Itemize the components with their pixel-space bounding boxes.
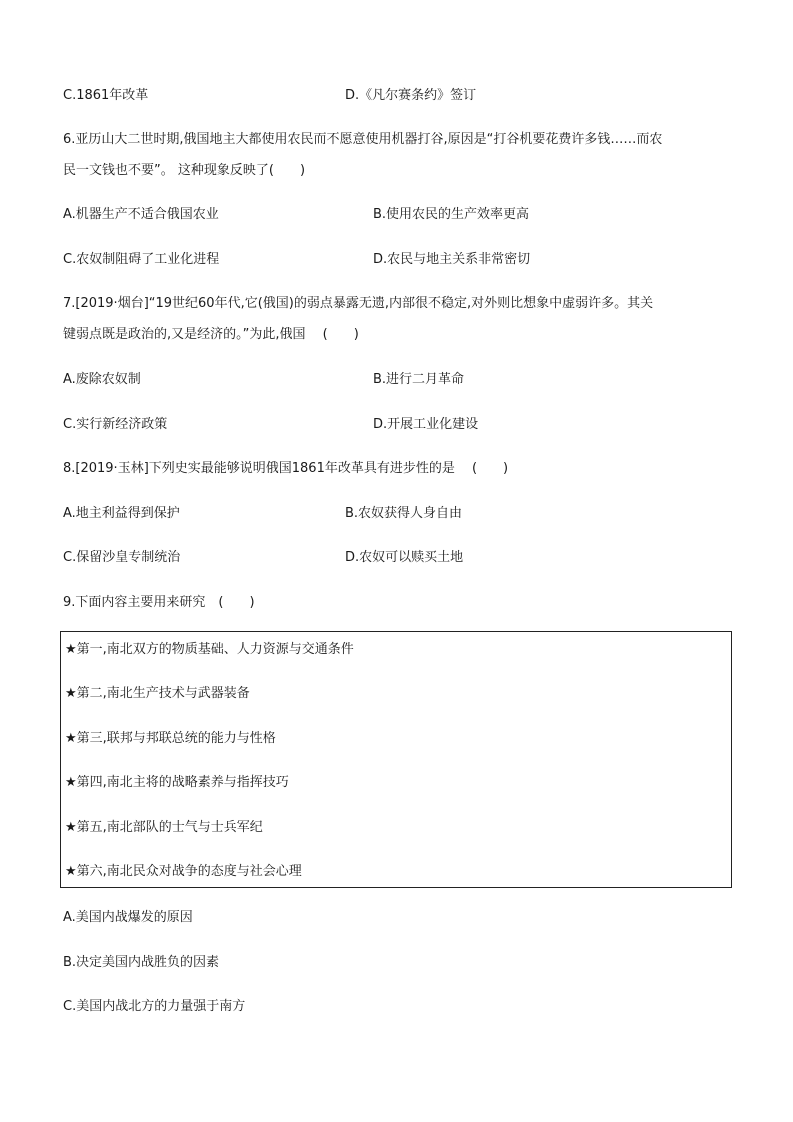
- q8-option-b: B.农奴获得人身自由: [345, 506, 463, 521]
- q9-stem: 9.下面内容主要用来研究 ( ): [63, 595, 255, 610]
- q7-option-d: D.开展工业化建设: [373, 417, 479, 432]
- q6-stem-line2: 民一文钱也不要”。 这种现象反映了( ): [63, 163, 306, 178]
- q9-option-b: B.决定美国内战胜负的因素: [63, 955, 220, 970]
- q9-option-c: C.美国内战北方的力量强于南方: [63, 999, 246, 1014]
- q7-option-b: B.进行二月革命: [373, 372, 465, 387]
- box-item: ★第五,南北部队的士气与士兵军纪: [65, 820, 263, 835]
- star-icon: ★: [65, 864, 77, 879]
- star-icon: ★: [65, 731, 77, 746]
- box-item: ★第四,南北主将的战略素养与指挥技巧: [65, 775, 289, 790]
- q6-option-b: B.使用农民的生产效率更高: [373, 207, 530, 222]
- q6-option-d: D.农民与地主关系非常密切: [373, 252, 531, 267]
- q6-option-a: A.机器生产不适合俄国农业: [63, 207, 219, 222]
- box-item: ★第六,南北民众对战争的态度与社会心理: [65, 864, 302, 879]
- q7-stem-line1: 7.[2019·烟台]“19世纪60年代,它(俄国)的弱点暴露无遗,内部很不稳定,对外则比想象中虚弱许多。其关: [63, 296, 654, 311]
- q9-material-box: [60, 631, 732, 888]
- q7-option-c: C.实行新经济政策: [63, 417, 168, 432]
- q5-option-c: C.1861年改革: [63, 88, 149, 103]
- q6-stem-line1: 6.亚历山大二世时期,俄国地主大都使用农民而不愿意使用机器打谷,原因是“打谷机要花费许多钱……而农: [63, 132, 663, 147]
- q8-stem: 8.[2019·玉林]下列史实最能够说明俄国1861年改革具有进步性的是 ( ): [63, 461, 509, 476]
- box-item: ★第三,联邦与邦联总统的能力与性格: [65, 731, 276, 746]
- star-icon: ★: [65, 775, 77, 790]
- q8-option-c: C.保留沙皇专制统治: [63, 550, 181, 565]
- star-icon: ★: [65, 642, 77, 657]
- box-item: ★第一,南北双方的物质基础、人力资源与交通条件: [65, 642, 354, 657]
- q9-option-a: A.美国内战爆发的原因: [63, 910, 193, 925]
- star-icon: ★: [65, 820, 77, 835]
- q8-option-a: A.地主利益得到保护: [63, 506, 180, 521]
- q6-option-c: C.农奴制阻碍了工业化进程: [63, 252, 220, 267]
- q7-option-a: A.废除农奴制: [63, 372, 141, 387]
- q7-stem-line2: 键弱点既是政治的,又是经济的。”为此,俄国 ( ): [63, 327, 359, 342]
- box-item: ★第二,南北生产技术与武器装备: [65, 686, 250, 701]
- star-icon: ★: [65, 686, 77, 701]
- q5-option-d: D.《凡尔赛条约》签订: [345, 88, 477, 103]
- q8-option-d: D.农奴可以赎买土地: [345, 550, 464, 565]
